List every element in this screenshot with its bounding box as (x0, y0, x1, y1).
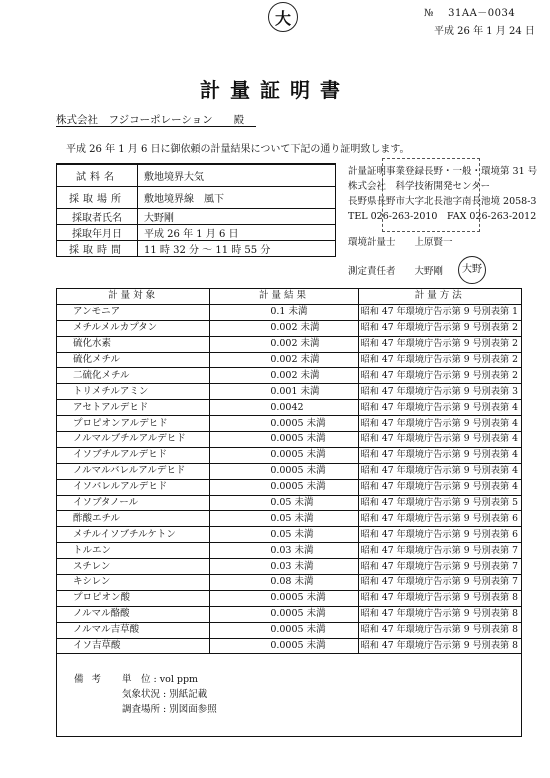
row-target: トリメチルアミン (57, 384, 210, 400)
row-method: 昭和 47 年環境庁告示第 9 号別表第 4 (358, 400, 521, 416)
table-header-row (57, 289, 522, 305)
row-method: 昭和 47 年環境庁告示第 9 号別表第 2 (358, 352, 521, 368)
row-target: ノルマル吉草酸 (57, 622, 210, 638)
row-result: 0.05 未満 (210, 495, 358, 511)
row-result: 0.0005 未満 (210, 416, 358, 432)
table-row (57, 622, 522, 638)
row-target: メチルメルカプタン (57, 320, 210, 336)
row-result: 0.0005 未満 (210, 606, 358, 622)
document-title: 計量証明書 (200, 78, 350, 102)
row-target: イソブタノール (57, 495, 210, 511)
table-row (57, 479, 522, 495)
row-result: 0.03 未満 (210, 543, 358, 559)
row-method: 昭和 47 年環境庁告示第 9 号別表第 2 (358, 320, 521, 336)
row-method: 昭和 47 年環境庁告示第 9 号別表第 2 (358, 336, 521, 352)
row-method: 昭和 47 年環境庁告示第 9 号別表第 1 (358, 304, 521, 320)
measurement-results-table (56, 288, 522, 737)
table-row (57, 575, 522, 591)
info-value: 敷地境界大気 (138, 164, 336, 187)
info-row (57, 241, 336, 257)
row-method: 昭和 47 年環境庁告示第 9 号別表第 8 (358, 606, 521, 622)
row-result: 0.0005 未満 (210, 463, 358, 479)
row-target: イソバレルアルデヒド (57, 479, 210, 495)
info-label: 採取場所 (57, 187, 138, 209)
company-tel-fax: TEL 026-263-2010 FAX 026-263-2012 (348, 211, 537, 222)
row-target: アンモニア (57, 304, 210, 320)
row-target: イソブチルアルデヒド (57, 447, 210, 463)
row-target: メチルイソブチルケトン (57, 527, 210, 543)
table-row (57, 320, 522, 336)
row-target: 酢酸エチル (57, 511, 210, 527)
row-target: プロピオンアルデヒド (57, 416, 210, 432)
header-method: 計量方法 (358, 289, 521, 305)
table-row (57, 638, 522, 654)
row-result: 0.0005 未満 (210, 590, 358, 606)
company-address: 長野県長野市大字北長池字南長池境 2058-3 (348, 196, 537, 207)
row-result: 0.0042 (210, 400, 358, 416)
row-method: 昭和 47 年環境庁告示第 9 号別表第 8 (358, 638, 521, 654)
row-result: 0.05 未満 (210, 527, 358, 543)
row-result: 0.001 未満 (210, 384, 358, 400)
row-method: 昭和 47 年環境庁告示第 9 号別表第 6 (358, 511, 521, 527)
row-method: 昭和 47 年環境庁告示第 9 号別表第 4 (358, 479, 521, 495)
row-method: 昭和 47 年環境庁告示第 9 号別表第 3 (358, 384, 521, 400)
table-row (57, 432, 522, 448)
table-row (57, 400, 522, 416)
row-method: 昭和 47 年環境庁告示第 9 号別表第 7 (358, 575, 521, 591)
info-label: 採取者氏名 (57, 209, 138, 225)
responsible-seal: 大野 (458, 256, 486, 284)
row-result: 0.002 未満 (210, 352, 358, 368)
row-target: 硫化メチル (57, 352, 210, 368)
info-row (57, 225, 336, 241)
registration-number: 計量証明事業登録長野・一般・環境第 31 号 (348, 166, 538, 177)
company-name: 株式会社 科学技術開発センター (348, 181, 491, 192)
row-target: イソ吉草酸 (57, 638, 210, 654)
row-result: 0.0005 未満 (210, 447, 358, 463)
row-target: 二硫化メチル (57, 368, 210, 384)
client-name: 株式会社 フジコーポレーション 殿 (56, 114, 245, 126)
remarks-weather: 気象状況 : 別紙記載 (122, 689, 208, 700)
row-result: 0.0005 未満 (210, 432, 358, 448)
row-result: 0.0005 未満 (210, 638, 358, 654)
header-target: 計量対象 (57, 289, 210, 305)
table-row (57, 511, 522, 527)
info-label: 採取年月日 (57, 225, 138, 241)
info-row (57, 209, 336, 225)
sample-info-table (56, 163, 336, 257)
row-target: キシレン (57, 575, 210, 591)
row-method: 昭和 47 年環境庁告示第 9 号別表第 7 (358, 559, 521, 575)
remarks-location: 調査場所 : 別図面参照 (122, 704, 217, 715)
document-number: № 31AA－0034 (424, 8, 516, 19)
document-date: 平成 26 年 1 月 24 日 (434, 26, 535, 37)
row-target: ノルマルブチルアルデヒド (57, 432, 210, 448)
row-target: アセトアルデヒド (57, 400, 210, 416)
table-row (57, 416, 522, 432)
row-result: 0.0005 未満 (210, 479, 358, 495)
row-method: 昭和 47 年環境庁告示第 9 号別表第 4 (358, 463, 521, 479)
row-method: 昭和 47 年環境庁告示第 9 号別表第 4 (358, 447, 521, 463)
row-method: 昭和 47 年環境庁告示第 9 号別表第 7 (358, 543, 521, 559)
remarks-unit: 単 位 : vol ppm (122, 674, 199, 685)
table-row (57, 527, 522, 543)
intro-text: 平成 26 年 1 月 6 日に御依頼の計量結果について下記の通り証明致します。 (66, 144, 410, 155)
table-row (57, 606, 522, 622)
info-row (57, 187, 336, 209)
remarks-heading: 備考 (74, 674, 110, 685)
info-row (57, 164, 336, 187)
row-result: 0.1 未満 (210, 304, 358, 320)
table-row (57, 368, 522, 384)
row-method: 昭和 47 年環境庁告示第 9 号別表第 2 (358, 368, 521, 384)
row-method: 昭和 47 年環境庁告示第 9 号別表第 5 (358, 495, 521, 511)
row-target: プロピオン酸 (57, 590, 210, 606)
table-row (57, 543, 522, 559)
client-underline (56, 126, 256, 127)
info-value: 11 時 32 分 ～ 11 時 55 分 (138, 241, 336, 257)
row-method: 昭和 47 年環境庁告示第 9 号別表第 8 (358, 622, 521, 638)
row-target: ノルマル酪酸 (57, 606, 210, 622)
info-value: 平成 26 年 1 月 6 日 (138, 225, 336, 241)
company-seal-top: 大 (268, 2, 298, 32)
measurement-responsible: 測定責任者 大野剛 (348, 266, 444, 277)
table-row (57, 495, 522, 511)
row-result: 0.05 未満 (210, 511, 358, 527)
table-row (57, 352, 522, 368)
row-target: 硫化水素 (57, 336, 210, 352)
row-result: 0.03 未満 (210, 559, 358, 575)
info-label: 採取時間 (57, 241, 138, 257)
table-row (57, 463, 522, 479)
remarks-block (74, 672, 217, 717)
table-row (57, 304, 522, 320)
header-result: 計量結果 (210, 289, 358, 305)
row-target: スチレン (57, 559, 210, 575)
table-row (57, 559, 522, 575)
row-target: トルエン (57, 543, 210, 559)
table-row (57, 384, 522, 400)
row-result: 0.002 未満 (210, 368, 358, 384)
table-row (57, 336, 522, 352)
info-value: 敷地境界線 風下 (138, 187, 336, 209)
row-target: ノルマルバレルアルデヒド (57, 463, 210, 479)
info-value: 大野剛 (138, 209, 336, 225)
row-method: 昭和 47 年環境庁告示第 9 号別表第 6 (358, 527, 521, 543)
row-method: 昭和 47 年環境庁告示第 9 号別表第 8 (358, 590, 521, 606)
row-result: 0.0005 未満 (210, 622, 358, 638)
row-method: 昭和 47 年環境庁告示第 9 号別表第 4 (358, 416, 521, 432)
row-result: 0.002 未満 (210, 336, 358, 352)
table-row (57, 447, 522, 463)
row-result: 0.08 未満 (210, 575, 358, 591)
row-result: 0.002 未満 (210, 320, 358, 336)
row-method: 昭和 47 年環境庁告示第 9 号別表第 4 (358, 432, 521, 448)
environmental-measurer: 環境計量士 上原賢一 (348, 237, 453, 248)
table-row (57, 590, 522, 606)
info-label: 試料名 (57, 164, 138, 187)
